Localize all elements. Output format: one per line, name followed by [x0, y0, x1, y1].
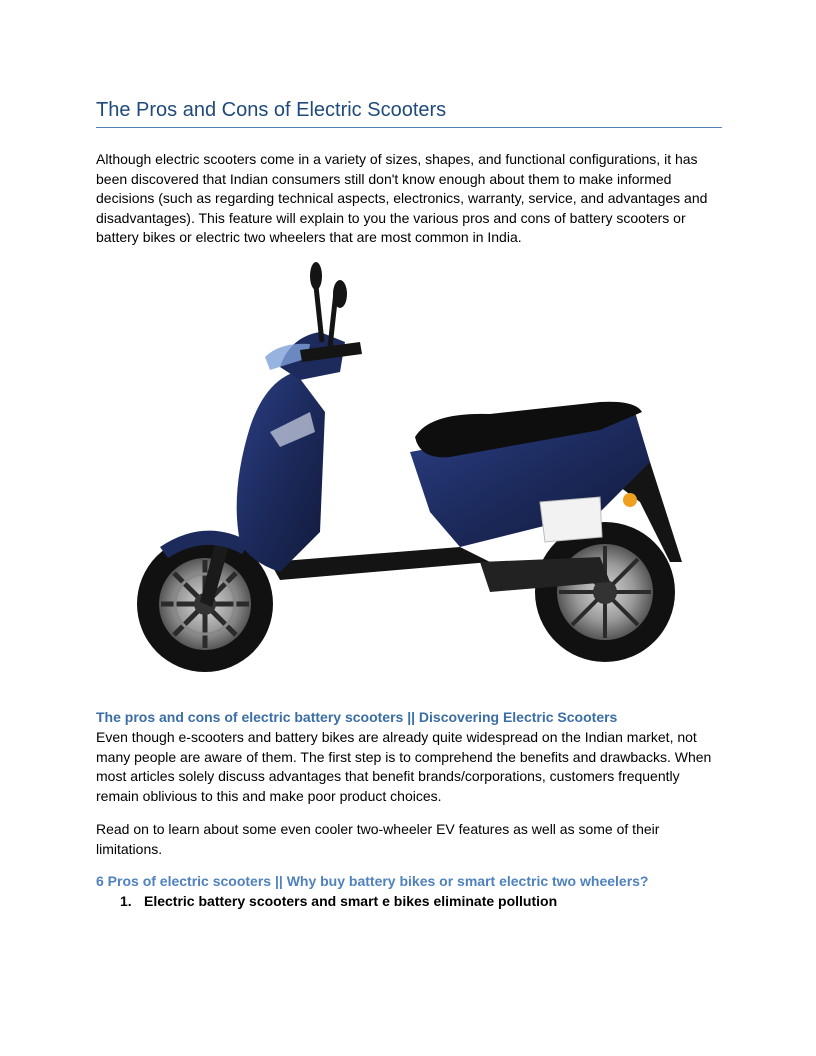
- section-heading-pros-cons: The pros and cons of electric battery scooters || Discovering Electric Scooters: [96, 709, 618, 725]
- section-heading-6-pros: 6 Pros of electric scooters || Why buy battery bikes or smart electric two wheelers?: [96, 873, 649, 889]
- intro-paragraph: Although electric scooters come in a variety of sizes, shapes, and functional configurations, it has been discovered that Indian consumers still don't know enough about them to make informed decisions (such as regarding technical aspects, electronics, warranty, service, and advantages and disadvantages). This feature will explain to you the various pros and cons of battery scooters or battery bikes or electric two wheelers that are most common in India.: [96, 151, 708, 246]
- title-underline: [96, 127, 722, 128]
- list-item-number: 1.: [120, 893, 132, 909]
- list-item-text: Electric battery scooters and smart e bikes eliminate pollution: [144, 893, 558, 909]
- section1-paragraph-1: Even though e-scooters and battery bikes are already quite widespread on the Indian market, not many people are aware of them. The first step is to comprehend the benefits and drawbacks. When most articles solely discuss advantages that benefit brands/corporations, customers frequently remain oblivious to this and make poor product choices.: [96, 729, 712, 804]
- electric-scooter-image: [130, 262, 690, 672]
- list-item: [120, 892, 557, 911]
- page-title: The Pros and Cons of Electric Scooters: [96, 99, 447, 121]
- section1-paragraph-2: Read on to learn about some even cooler two-wheeler EV features as well as some of their limitations.: [96, 821, 660, 857]
